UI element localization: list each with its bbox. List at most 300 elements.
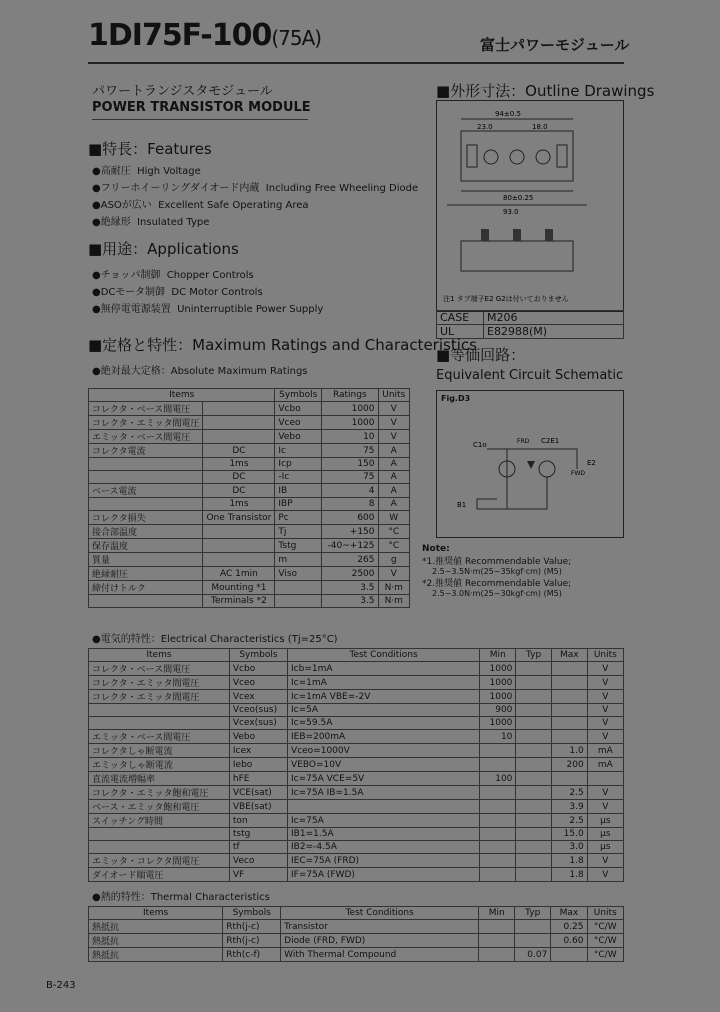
table-cell: ton (229, 814, 287, 828)
table-cell: 0.25 (551, 920, 587, 934)
case-label: CASE (437, 311, 484, 325)
table-cell: μs (587, 814, 623, 828)
circuit-heading-en: Equivalent Circuit Schematic (436, 368, 624, 383)
table-row (89, 934, 624, 948)
table-cell: Mounting *1 (203, 581, 275, 595)
table-cell (515, 920, 551, 934)
table-cell: 4 (322, 484, 378, 498)
mounting-tab (467, 145, 477, 167)
table-cell: 10 (480, 730, 516, 744)
table-cell: コレクタ・エミッタ間電圧 (89, 676, 230, 690)
case-value: M206 (484, 311, 624, 325)
feature-item: ●ASOが広い Excellent Safe Operating Area (92, 200, 309, 211)
table-cell: A (378, 444, 409, 458)
table-cell: Ic=5A (288, 704, 480, 717)
mounting-tab (557, 145, 567, 167)
table-cell: AC 1min (203, 567, 275, 581)
table-row (89, 730, 624, 744)
table-cell: °C/W (587, 934, 624, 948)
transistor-symbol (539, 461, 555, 477)
table-cell: 600 (322, 511, 378, 525)
terminal-post (481, 229, 489, 241)
table-cell: Ic=59.5A (288, 717, 480, 730)
table-cell: Vceo (275, 416, 322, 430)
table-cell: A (378, 498, 409, 511)
table-cell: VEBO=10V (288, 758, 480, 772)
table-cell: コレクタしゃ断電流 (89, 744, 230, 758)
table-cell (516, 704, 551, 717)
table-cell (89, 841, 230, 854)
table-cell: A (378, 471, 409, 484)
wire (477, 477, 547, 509)
table-row (89, 704, 624, 717)
table-cell: 150 (322, 458, 378, 471)
electrical-heading: ●電気的特性：Electrical Characteristics (Tj=25°C) (92, 634, 338, 645)
dim-label: 94±0.5 (495, 110, 521, 118)
table-row (89, 511, 410, 525)
diode-label: FWD (571, 470, 586, 477)
table-cell: g (378, 553, 409, 567)
table-cell: 1.8 (551, 868, 587, 882)
table-cell: ベース電流 (89, 484, 203, 498)
table-cell: Icb=1mA (288, 662, 480, 676)
column-header: Test Conditions (288, 649, 480, 662)
table-cell (587, 772, 623, 786)
table-cell: Veco (229, 854, 287, 868)
wire (507, 449, 577, 469)
table-row (89, 416, 410, 430)
terminal-label: C1o (473, 441, 487, 449)
table-cell: 1000 (480, 662, 516, 676)
table-cell: Tstg (275, 539, 322, 553)
table-cell: IEB=200mA (288, 730, 480, 744)
table-cell: ベース・エミッタ飽和電圧 (89, 800, 230, 814)
table-cell: A (378, 458, 409, 471)
table-cell: VF (229, 868, 287, 882)
table-cell: mA (587, 758, 623, 772)
table-cell: DC (203, 484, 275, 498)
table-cell (480, 758, 516, 772)
subtitle-en: POWER TRANSISTOR MODULE (92, 100, 311, 115)
table-cell: With Thermal Compound (281, 948, 479, 962)
table-cell (516, 676, 551, 690)
table-cell: コレクタ・エミッタ飽和電圧 (89, 786, 230, 800)
table-cell: V (587, 854, 623, 868)
table-cell: m (275, 553, 322, 567)
table-cell (516, 854, 551, 868)
notes-block (422, 544, 624, 598)
table-cell: コレクタ・エミッタ間電圧 (89, 416, 203, 430)
subtitle-jp: パワートランジスタモジュール (92, 84, 273, 99)
table-cell: -40~+125 (322, 539, 378, 553)
table-cell: Ic=1mA VBE=-2V (288, 690, 480, 704)
table-cell: エミッタ・コレクタ間電圧 (89, 854, 230, 868)
table-cell (288, 800, 480, 814)
dim-label: 93.0 (503, 208, 519, 216)
table-row (89, 828, 624, 841)
table-cell (480, 854, 516, 868)
table-cell (515, 934, 551, 948)
feature-item: ●高耐圧 High Voltage (92, 166, 201, 177)
table-cell (203, 539, 275, 553)
header-rule (88, 62, 624, 64)
table-cell: +150 (322, 525, 378, 539)
notes-title: Note: (422, 544, 450, 554)
maker-label: 富士パワーモジュール (480, 36, 630, 54)
table-row (89, 841, 624, 854)
table-cell: mA (587, 744, 623, 758)
table-cell (480, 744, 516, 758)
table-row (89, 690, 624, 704)
module-side-view (461, 241, 573, 271)
table-cell (551, 717, 587, 730)
column-header: Typ (516, 649, 551, 662)
table-cell: エミッタしゃ断電流 (89, 758, 230, 772)
column-header: Units (378, 389, 409, 402)
table-cell: hFE (229, 772, 287, 786)
table-cell (203, 402, 275, 416)
wire (487, 449, 507, 509)
note-2-value: 2.5~3.0N·m(25~30kgf·cm) (M5) (432, 589, 562, 598)
table-cell: Vebo (229, 730, 287, 744)
features-list (92, 162, 422, 230)
table-cell: Icex (229, 744, 287, 758)
part-number-title: 1DI75F-100(75A) (88, 18, 322, 53)
table-cell: V (587, 717, 623, 730)
terminal-screw (484, 150, 498, 164)
table-row (89, 402, 410, 416)
table-row (89, 868, 624, 882)
table-cell: W (378, 511, 409, 525)
table-cell: 1000 (322, 402, 378, 416)
table-cell: Rth(c-f) (223, 948, 281, 962)
table-cell: V (378, 402, 409, 416)
circuit-svg (437, 391, 623, 537)
column-header: Test Conditions (281, 907, 479, 920)
table-row (89, 854, 624, 868)
table-cell: A (378, 484, 409, 498)
table-cell: Ic=75A VCE=5V (288, 772, 480, 786)
table-cell: Ic=75A (288, 814, 480, 828)
table-cell: °C/W (587, 920, 624, 934)
table-cell: °C (378, 539, 409, 553)
table-cell: Rth(j-c) (223, 934, 281, 948)
table-cell: IB (275, 484, 322, 498)
subtitle-rule (92, 119, 308, 120)
dim-label: 23.0 (477, 123, 493, 131)
table-cell: コレクタ損失 (89, 511, 203, 525)
table-cell (89, 704, 230, 717)
page-number: B-243 (46, 980, 76, 991)
table-cell: 900 (480, 704, 516, 717)
table-cell: μs (587, 841, 623, 854)
column-header: Max (551, 907, 587, 920)
table-row (89, 786, 624, 800)
table-cell: V (587, 704, 623, 717)
table-cell: 15.0 (551, 828, 587, 841)
table-row (89, 920, 624, 934)
table-cell: 絶縁耐圧 (89, 567, 203, 581)
table-cell: Vceo (229, 676, 287, 690)
table-cell: N·m (378, 581, 409, 595)
application-item: ●無停電電源装置 Uninterruptible Power Supply (92, 304, 324, 315)
table-row (89, 676, 624, 690)
dim-label: 80±0.25 (503, 194, 534, 202)
table-cell (516, 786, 551, 800)
table-cell (89, 828, 230, 841)
table-cell (480, 841, 516, 854)
note-1: *1.推奨値 Recommendable Value; (422, 557, 572, 567)
application-item: ●DCモータ制御 DC Motor Controls (92, 287, 263, 298)
table-cell: ダイオード順電圧 (89, 868, 230, 882)
table-cell: スイッチング時間 (89, 814, 230, 828)
table-cell (480, 868, 516, 882)
table-row (89, 662, 624, 676)
table-cell: 8 (322, 498, 378, 511)
thermal-table (88, 906, 624, 962)
terminal-post (545, 229, 553, 241)
table-cell: 熱抵抗 (89, 934, 223, 948)
electrical-table (88, 648, 624, 882)
table-cell: 1ms (203, 458, 275, 471)
table-cell: 熱抵抗 (89, 920, 223, 934)
table-row (89, 744, 624, 758)
table-row (89, 430, 410, 444)
table-cell: Viso (275, 567, 322, 581)
table-cell (479, 934, 515, 948)
table-cell: V (587, 800, 623, 814)
table-row (89, 567, 410, 581)
table-cell: 熱抵抗 (89, 948, 223, 962)
table-cell: 1ms (203, 498, 275, 511)
table-cell: V (378, 416, 409, 430)
table-cell: 0.07 (515, 948, 551, 962)
table-cell: 2500 (322, 567, 378, 581)
abs-max-subheading: ●絶対最大定格：Absolute Maximum Ratings (92, 366, 308, 377)
table-cell: One Transistor (203, 511, 275, 525)
table-cell (203, 553, 275, 567)
module-top-view (461, 131, 573, 181)
table-cell (516, 800, 551, 814)
table-cell (516, 717, 551, 730)
feature-item: ●絶縁形 Insulated Type (92, 217, 210, 228)
table-cell (480, 814, 516, 828)
table-cell: Vcbo (229, 662, 287, 676)
table-row (89, 458, 410, 471)
diode-label: FRD (517, 438, 530, 445)
table-row (89, 772, 624, 786)
table-cell: 200 (551, 758, 587, 772)
table-cell (551, 704, 587, 717)
table-cell (89, 717, 230, 730)
table-cell: Vebo (275, 430, 322, 444)
table-cell: コレクタ電流 (89, 444, 203, 458)
table-cell (516, 662, 551, 676)
note-2: *2.推奨値 Recommendable Value; (422, 579, 572, 589)
table-cell: Vcex(sus) (229, 717, 287, 730)
table-cell (275, 595, 322, 608)
terminal-label: E2 (587, 459, 596, 467)
table-cell: VBE(sat) (229, 800, 287, 814)
table-cell (516, 772, 551, 786)
table-cell: °C/W (587, 948, 624, 962)
column-header: Max (551, 649, 587, 662)
max-ratings-table (88, 388, 410, 608)
current-rating: (75A) (271, 26, 322, 50)
table-row (89, 471, 410, 484)
table-row (89, 717, 624, 730)
ul-value: E82988(M) (484, 325, 624, 339)
table-cell (480, 786, 516, 800)
max-ratings-heading: ■定格と特性：Maximum Ratings and Characteristics (88, 336, 477, 354)
table-row (89, 814, 624, 828)
table-cell: コレクタ・エミッタ間電圧 (89, 690, 230, 704)
drawing-note: 注1 タブ端子E2 G2は付いておりません (443, 295, 569, 303)
table-cell: V (378, 567, 409, 581)
table-cell: -Ic (275, 471, 322, 484)
column-header: Symbols (229, 649, 287, 662)
table-cell: 1.0 (551, 744, 587, 758)
table-cell: 締付けトルク (89, 581, 203, 595)
table-cell: 3.5 (322, 581, 378, 595)
terminal-label: C2E1 (541, 437, 560, 445)
table-cell: Pc (275, 511, 322, 525)
table-row (89, 539, 410, 553)
table-cell: 1000 (480, 690, 516, 704)
table-cell: Terminals *2 (203, 595, 275, 608)
dim-label: 18.0 (532, 123, 548, 131)
table-row (89, 800, 624, 814)
table-cell: DC (203, 444, 275, 458)
table-cell: Diode (FRD, FWD) (281, 934, 479, 948)
outline-drawing-svg (437, 101, 623, 311)
applications-heading: ■用途：Applications (88, 240, 239, 258)
table-cell (516, 730, 551, 744)
circuit-heading: ■等価回路： (436, 346, 526, 364)
terminal-post (513, 229, 521, 241)
table-cell: V (587, 662, 623, 676)
table-cell: コレクタ・ベース間電圧 (89, 402, 203, 416)
table-cell (516, 828, 551, 841)
table-cell: Vceo(sus) (229, 704, 287, 717)
column-header: Symbols (275, 389, 322, 402)
table-cell: 2.5 (551, 814, 587, 828)
table-cell: 3.9 (551, 800, 587, 814)
terminal-screw (510, 150, 524, 164)
table-cell (551, 772, 587, 786)
column-header: Items (89, 907, 223, 920)
table-cell: V (378, 430, 409, 444)
table-cell (203, 430, 275, 444)
table-cell: 1000 (480, 676, 516, 690)
column-header: Units (587, 649, 623, 662)
table-cell: 265 (322, 553, 378, 567)
table-cell (275, 581, 322, 595)
table-cell: DC (203, 471, 275, 484)
table-cell (551, 948, 587, 962)
table-cell: 10 (322, 430, 378, 444)
terminal-label: B1 (457, 501, 467, 509)
table-cell (480, 828, 516, 841)
wire (477, 499, 497, 509)
table-cell (516, 690, 551, 704)
table-cell: エミッタ・ベース間電圧 (89, 730, 230, 744)
table-cell: N·m (378, 595, 409, 608)
table-row (89, 581, 410, 595)
table-cell (480, 800, 516, 814)
table-cell: V (587, 730, 623, 744)
table-cell: Ic=75A IB=1.5A (288, 786, 480, 800)
table-cell: 接合部温度 (89, 525, 203, 539)
table-cell: 3.5 (322, 595, 378, 608)
table-cell: 0.60 (551, 934, 587, 948)
table-cell: °C (378, 525, 409, 539)
column-header: Typ (515, 907, 551, 920)
table-row (89, 444, 410, 458)
table-row (89, 758, 624, 772)
table-cell: IB1=1.5A (288, 828, 480, 841)
table-cell: Vceo=1000V (288, 744, 480, 758)
table-cell (89, 595, 203, 608)
circuit-diagram (436, 390, 624, 538)
note-1-value: 2.5~3.5N·m(25~35kgf·cm) (M5) (432, 567, 562, 576)
diode-symbol (527, 461, 535, 469)
outline-drawing (436, 100, 624, 312)
table-cell (479, 920, 515, 934)
application-item: ●チョッパ制御 Chopper Controls (92, 270, 254, 281)
table-cell: IF=75A (FWD) (288, 868, 480, 882)
table-cell: tstg (229, 828, 287, 841)
table-row (89, 553, 410, 567)
table-row (89, 948, 624, 962)
table-row (89, 525, 410, 539)
table-cell: V (587, 690, 623, 704)
table-cell (516, 814, 551, 828)
table-cell (516, 841, 551, 854)
figure-label: Fig.D3 (441, 394, 471, 403)
table-cell: IBP (275, 498, 322, 511)
column-header: Min (480, 649, 516, 662)
terminal-screw (536, 150, 550, 164)
table-cell: tf (229, 841, 287, 854)
table-cell: 1.8 (551, 854, 587, 868)
ul-label: UL (437, 325, 484, 339)
table-cell: 1000 (480, 717, 516, 730)
table-row (89, 484, 410, 498)
column-header: Units (587, 907, 624, 920)
feature-item: ●フリーホイーリングダイオード内蔵 Including Free Wheeling Diode (92, 183, 419, 194)
table-cell: Iebo (229, 758, 287, 772)
table-cell (551, 690, 587, 704)
table-cell: 2.5 (551, 786, 587, 800)
table-cell: 直流電流増幅率 (89, 772, 230, 786)
table-cell: Transistor (281, 920, 479, 934)
table-cell (89, 471, 203, 484)
table-cell: Ic=1mA (288, 676, 480, 690)
table-cell: エミッタ・ベース間電圧 (89, 430, 203, 444)
table-row (89, 595, 410, 608)
table-cell (89, 458, 203, 471)
table-cell: IEC=75A (FRD) (288, 854, 480, 868)
table-row (89, 498, 410, 511)
table-cell (516, 744, 551, 758)
table-cell: 保存温度 (89, 539, 203, 553)
table-cell: コレクタ・ベース間電圧 (89, 662, 230, 676)
table-cell (551, 730, 587, 744)
applications-list (92, 266, 422, 317)
table-cell: V (587, 676, 623, 690)
table-cell: 3.0 (551, 841, 587, 854)
